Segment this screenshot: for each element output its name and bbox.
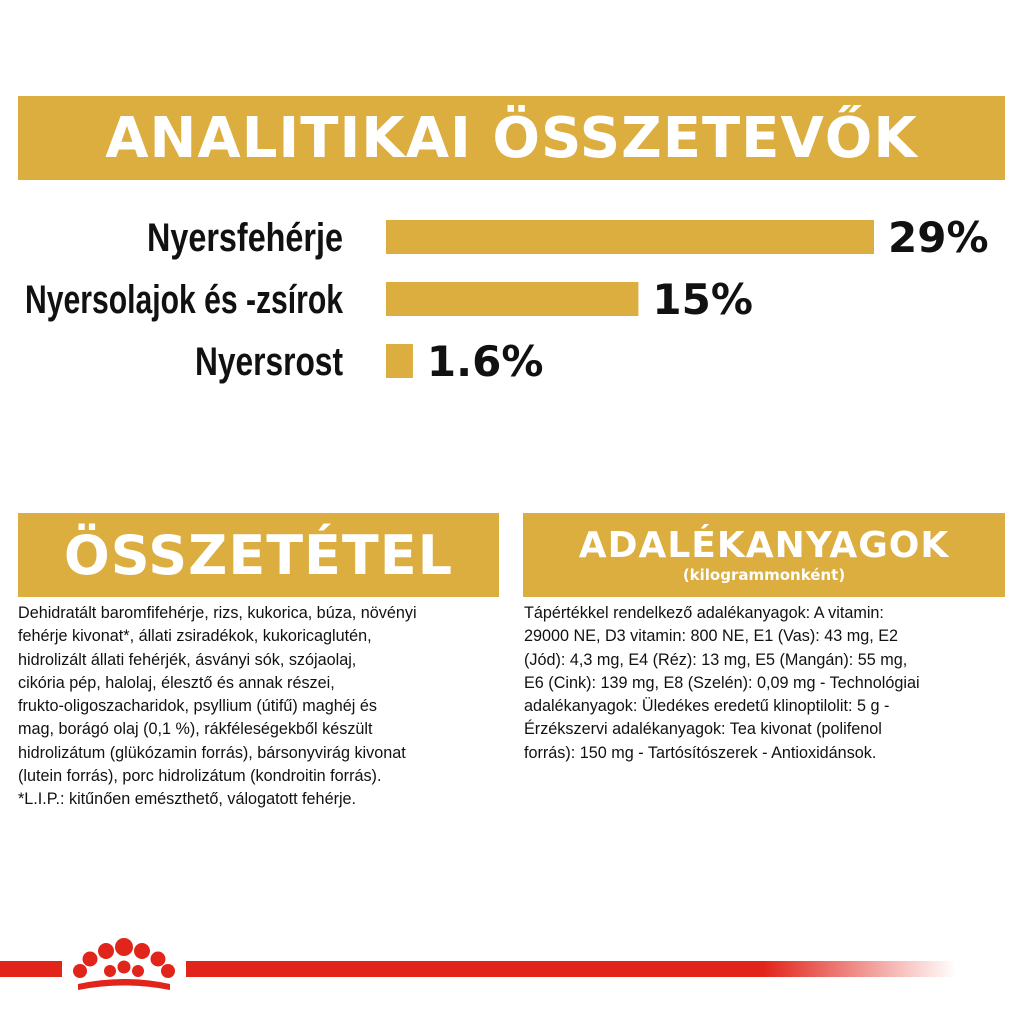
composition-line: hidrolizált állati fehérjék, ásványi sók, szójaolaj,	[18, 650, 357, 669]
analysis-title: ANALITIKAI ÖSSZETEVŐK	[105, 105, 918, 171]
bar-2	[386, 344, 413, 378]
additives-text	[524, 602, 998, 765]
composition-line: Dehidratált baromfifehérje, rizs, kukorica, búza, növényi	[18, 604, 417, 622]
royal-canin-crown-icon	[64, 934, 184, 996]
bar-0	[386, 220, 874, 254]
bar-1	[386, 282, 638, 316]
footer-line	[186, 961, 956, 977]
composition-title: ÖSSZETÉTEL	[63, 523, 454, 587]
additives-line: (Jód): 4,3 mg, E4 (Réz): 13 mg, E5 (Mangán): 55 mg,	[524, 650, 908, 669]
composition-line: fehérje kivonat*, állati zsiradékok, kukoricaglutén,	[18, 627, 372, 646]
composition-line: (lutein forrás), porc hidrolizátum (kondroitin forrás).	[18, 767, 382, 786]
bar-value-2: 1.6%	[426, 337, 544, 386]
additives-line: adalékanyagok: Üledékes eredetű klinoptilolit: 5 g -	[524, 697, 890, 716]
additives-line: Érzékszervi adalékanyagok: Tea kivonat (polifenol	[524, 720, 882, 739]
additives-line: 29000 NE, D3 vitamin: 800 NE, E1 (Vas): 43 mg, E2	[524, 627, 898, 646]
composition-line: frukto-oligoszacharidok, psyllium (útifű) maghéj és	[18, 697, 377, 716]
composition-text	[18, 602, 494, 812]
composition-line: hidrolizátum (glükózamin forrás), bársonyvirág kivonat	[18, 743, 406, 762]
footer	[0, 930, 1024, 1000]
analysis-bar-chart	[0, 195, 1024, 395]
analysis-header	[18, 96, 1005, 180]
bar-label-1: Nyersolajok és -zsírok	[25, 278, 344, 322]
footer-line-left	[0, 961, 62, 977]
bar-value-1: 15%	[652, 275, 753, 324]
additives-line: Tápértékkel rendelkező adalékanyagok: A vitamin:	[524, 604, 884, 622]
additives-line: E6 (Cink): 139 mg, E8 (Szelén): 0,09 mg - Technológiai	[524, 673, 920, 692]
bar-label-0: Nyersfehérje	[147, 216, 343, 260]
composition-line: mag, borágó olaj (0,1 %), rákféleségekből készült	[18, 720, 373, 739]
additives-header	[523, 513, 1005, 597]
additives-subtitle: (kilogrammonként)	[682, 566, 846, 584]
bar-label-2: Nyersrost	[195, 340, 343, 384]
additives-title: ADALÉKANYAGOK	[578, 525, 950, 566]
composition-line: *L.I.P.: kitűnően emészthető, válogatott fehérje.	[18, 790, 357, 809]
composition-header	[18, 513, 499, 597]
composition-line: cikória pép, halolaj, élesztő és annak részei,	[18, 673, 335, 692]
additives-line: forrás): 150 mg - Tartósítószerek - Antioxidánsok.	[524, 743, 877, 762]
bar-value-0: 29%	[888, 213, 989, 262]
